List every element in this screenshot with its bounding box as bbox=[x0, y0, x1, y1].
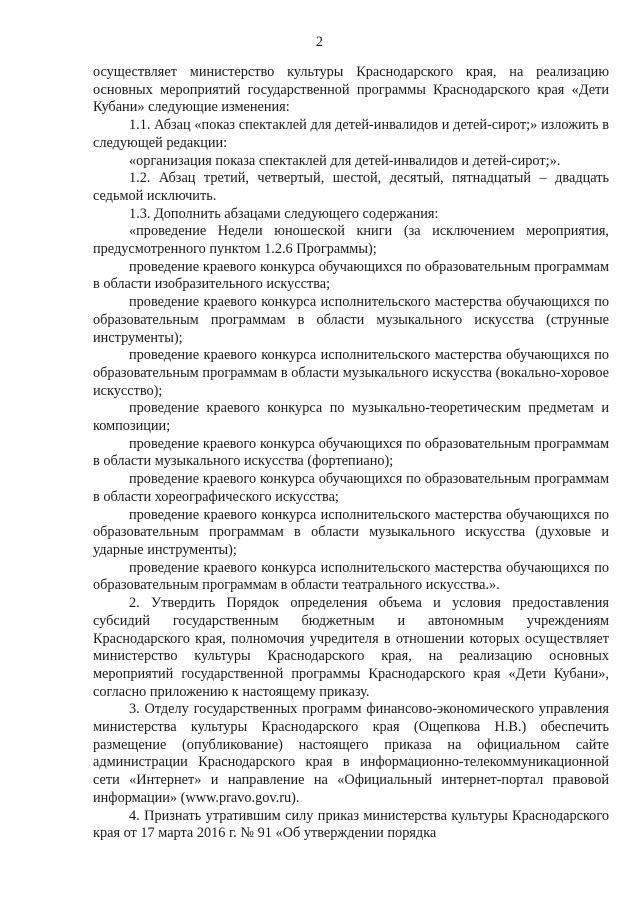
paragraph-added-1: «проведение Недели юношеской книги (за исключением мероприятия, предусмотренного пунктом 1.2.6 Программы); bbox=[93, 223, 609, 258]
paragraph-item-4: 4. Признать утратившим силу приказ министерства культуры Краснодарского края от 17 марта 2016 г. № 91 «Об утверждении порядка bbox=[93, 807, 609, 842]
paragraph-item-1-1: 1.1. Абзац «показ спектаклей для детей-инвалидов и детей-сирот;» изложить в следующей редакции: bbox=[93, 117, 609, 151]
paragraph-item-1-2: 1.2. Абзац третий, четвертый, шестой, десятый, пятнадцатый – двадцать седьмой исключить. bbox=[93, 170, 609, 204]
page-number: 2 bbox=[315, 34, 324, 50]
paragraph-added-4: проведение краевого конкурса исполнительского мастерства обучающихся по образовательным программам в области музыкального искусства (вокально-хоровое искусство); bbox=[93, 347, 609, 399]
document-body bbox=[93, 64, 609, 843]
paragraph-added-3: проведение краевого конкурса исполнительского мастерства обучающихся по образовательным программам в области музыкального искусства (струнные инструменты); bbox=[93, 294, 609, 346]
paragraph-added-7: проведение краевого конкурса обучающихся по образовательным программам в области хореографического искусства; bbox=[93, 471, 609, 505]
paragraph-intro-continuation: осуществляет министерство культуры Краснодарского края, на реализацию основных мероприятий государственной программы Краснодарского края «Дети Кубани» следующие изменения: bbox=[93, 64, 609, 116]
paragraph-item-2: 2. Утвердить Порядок определения объема и условия предоставления субсидий государственным бюджетным и автономным учреждениям Краснодарского края, полномочия учредителя в отношении которых осуществляет министерство культуры Краснодарского края, на реализацию основных мероприятий государственной программы Краснодарского края «Дети Кубани», согласно приложению к настоящему приказу. bbox=[93, 595, 609, 700]
paragraph-added-5: проведение краевого конкурса по музыкально-теоретическим предметам и композиции; bbox=[93, 400, 609, 435]
paragraph-added-6: проведение краевого конкурса обучающихся по образовательным программам в области музыкального искусства (фортепиано); bbox=[93, 435, 609, 470]
paragraph-added-8: проведение краевого конкурса исполнительского мастерства обучающихся по образовательным программам в области музыкального искусства (духовые и ударные инструменты); bbox=[93, 506, 609, 558]
paragraph-added-2: проведение краевого конкурса обучающихся по образовательным программам в области изобразительного искусства; bbox=[93, 258, 609, 293]
paragraph-item-3: 3. Отделу государственных программ финансово-экономического управления министерства культуры Краснодарского края (Ощепкова Н.В.) обеспечить размещение (опубликование) настоящего приказа на официальном сайте администрации Краснодарского края в информационно-телекоммуникационной сети «Интернет» и направление на «Официальный интернет-портал правовой информации» (www.pravo.gov.ru). bbox=[93, 701, 609, 806]
paragraph-added-9: проведение краевого конкурса исполнительского мастерства обучающихся по образовательным программам в области театрального искусства.». bbox=[93, 559, 609, 594]
paragraph-item-1-1-new-wording: «организация показа спектаклей для детей-инвалидов и детей-сирот;». bbox=[129, 152, 561, 169]
paragraph-item-1-3: 1.3. Дополнить абзацами следующего содержания: bbox=[129, 205, 439, 222]
